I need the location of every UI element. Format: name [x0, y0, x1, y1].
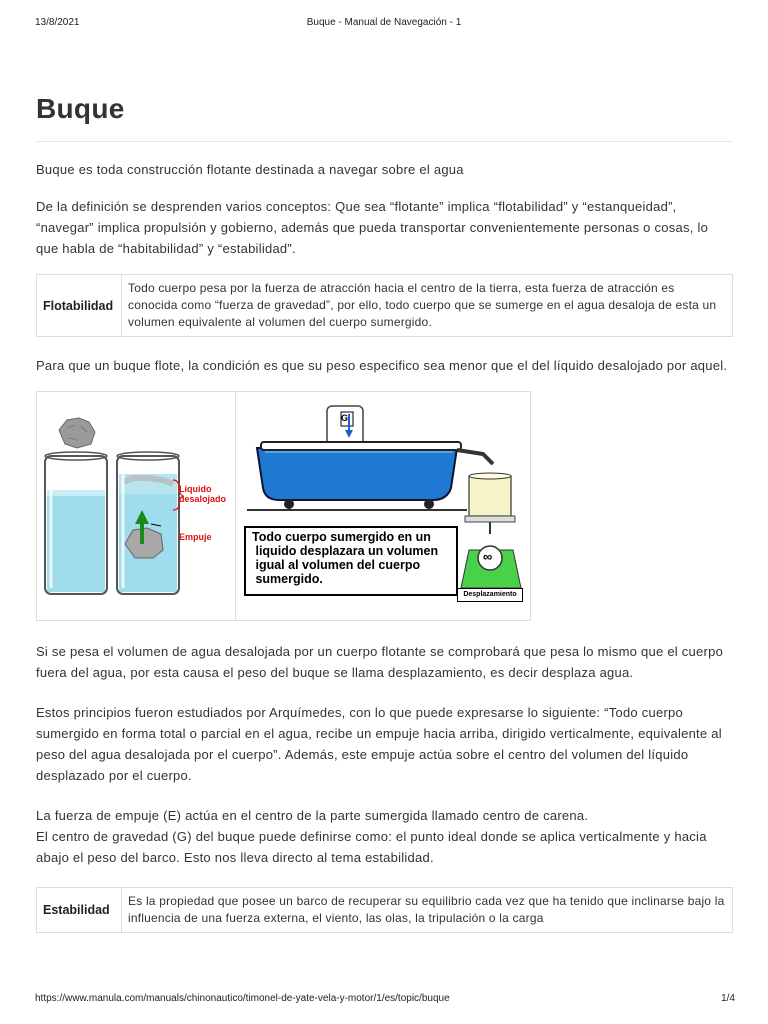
print-footer [0, 993, 768, 1007]
page-number: 1/4 [721, 993, 735, 1004]
definition-cell: Todo cuerpo pesa por la fuerza de atracción hacia el centro de la tierra, esta fuerza de atracción es conocida como “fuerza de gravedad”, por ello, todo cuerpo que se sumerge en el agua desaloja de esta un volumen equivalente al volumen del cuerpo sumergido. [122, 275, 733, 337]
title-divider [36, 141, 733, 142]
table-row [37, 275, 733, 337]
definition-cell: Es la propiedad que posee un barco de recuperar su equilibrio cada vez que ha tenido que inclinarse bajo la influencia de una fuerza externa, el viento, las olas, la tripulación o la carga [122, 888, 733, 933]
intro-paragraph: Buque es toda construcción flotante destinada a navegar sobre el agua [36, 162, 464, 177]
print-header [0, 17, 768, 31]
gravedad-paragraph: El centro de gravedad (G) del buque puede definirse como: el punto ideal donde se aplica verticalmente y hacia abajo el peso del barco. Esto nos lleva directo al tema estabilidad. [36, 829, 707, 865]
print-title: Buque - Manual de Navegación - 1 [306, 17, 462, 28]
print-date: 13/8/2021 [35, 17, 80, 28]
empuje-paragraph: La fuerza de empuje (E) actúa en el centro de la parte sumergida llamado centro de carena. [36, 808, 589, 823]
archimedes-paragraph: Estos principios fueron estudiados por Arquímedes, con lo que puede expresarse lo siguiente: “Todo cuerpo sumergido en forma total o parcial en el agua, recibe un empuje hacia arriba, dirigido verticalmente, equivalente al peso del agua desalojada por el cuerpo”. Además, este empuje actúa sobre el centro del volumen del líquido desplazado por el cuerpo. [36, 705, 722, 783]
term-cell: Flotabilidad [37, 275, 122, 337]
label-buoyancy: Empuje [179, 532, 212, 542]
concepts-paragraph: De la definición se desprenden varios conceptos: Que sea “flotante” implica “flotabilidad” y “estanqueidad”, “navegar” implica propulsión y gobierno, además que pueda transportar convenientemente personas o cosas, lo que habla de “habitabilidad” y “estabilidad”. [36, 199, 709, 256]
label-displaced-liquid: Líquido desalojado [179, 484, 227, 504]
figure-caption-box [244, 526, 458, 596]
definition-table-flotabilidad [36, 274, 733, 337]
term-cell: Estabilidad [37, 888, 122, 933]
bathtub [247, 442, 493, 510]
definition-table-estabilidad [36, 887, 733, 933]
gravity-label: G [341, 413, 349, 423]
scale-reading: ∞ [483, 549, 493, 564]
page-title: Buque [36, 93, 125, 124]
article [36, 92, 733, 933]
weigh-paragraph: Si se pesa el volumen de agua desalojada por un cuerpo flotante se comprobará que pesa lo mismo que el cuerpo fuera del agua, por esta causa el peso del buque se llama desplazamiento, es decir desplaza agua. [36, 644, 724, 680]
displacement-label: Desplazamiento [457, 588, 523, 602]
beaker-reference [45, 452, 107, 594]
condition-paragraph: Para que un buque flote, la condición es que su peso especifico sea menor que el del líquido desalojado por aquel. [36, 358, 728, 373]
figure-caption: Todo cuerpo sumergido en un liquido desplazara un volumen igual al volumen del cuerpo sumergido. [252, 530, 439, 586]
displacement-scale [461, 473, 521, 588]
print-url: https://www.manula.com/manuals/chinonautico/timonel-de-yate-vela-y-motor/1/es/topic/buque [35, 993, 450, 1004]
figure-divider [235, 392, 236, 620]
table-row [37, 888, 733, 933]
rock-outside [59, 418, 95, 448]
buoyancy-figure [36, 391, 531, 621]
